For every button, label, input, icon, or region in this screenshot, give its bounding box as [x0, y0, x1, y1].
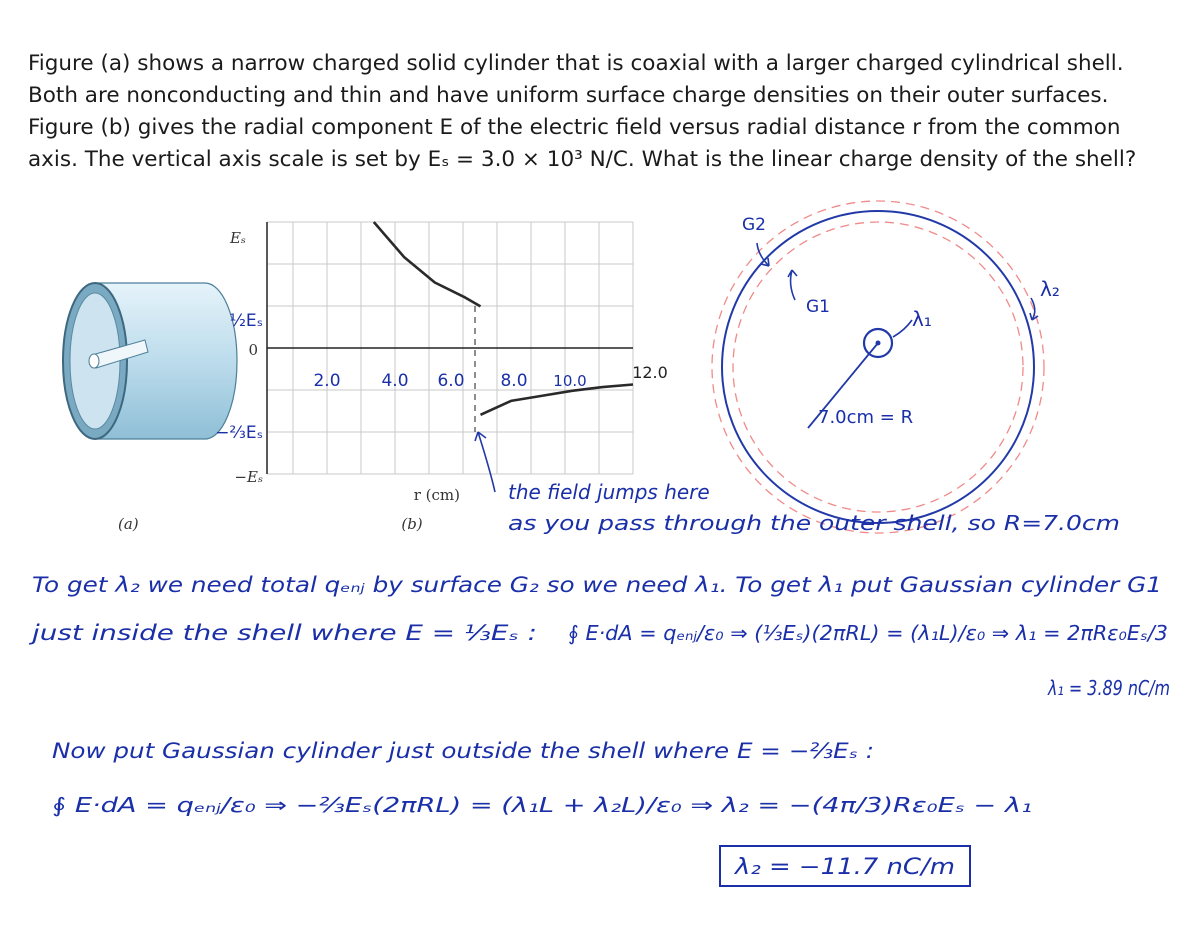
y-tick-es: Eₛ — [229, 229, 246, 247]
outer-shell-circle — [722, 211, 1034, 523]
cylinder-illustration — [63, 283, 237, 439]
y-tick-third: ½Eₛ — [229, 311, 263, 331]
solution-line-c: Now put Gaussian cylinder just outside the shell where E = −⅔Eₛ : — [52, 739, 874, 763]
note-jump-2: as you pass through the outer shell, so R=7.0cm — [508, 511, 1120, 535]
x-tick-2: 2.0 — [313, 371, 341, 391]
gaussian-surface-g1 — [733, 222, 1023, 512]
x-tick-4: 4.0 — [381, 371, 409, 391]
problem-line-2: Both are nonconducting and thin and have uniform surface charge densities on their outer surfaces. — [28, 83, 1109, 108]
gaussian-surface-g2 — [712, 201, 1044, 533]
x-tick-10: 10.0 — [553, 372, 587, 390]
solution-eq-c: ∮ E·dA = qₑₙⱼ/ε₀ ⇒ −⅔Eₛ(2πRL) = (λ₁L + λ₂L)/ε₀ ⇒ λ₂ = −(4π/3)Rε₀Eₛ − λ₁ — [52, 793, 1032, 817]
note-jump-1: the field jumps here — [508, 480, 710, 504]
figure-a-label: (a) — [118, 515, 139, 533]
x-tick-6: 6.0 — [437, 371, 465, 391]
lambda1-label: λ₁ — [912, 307, 932, 331]
y-tick-neg-es: −Eₛ — [234, 468, 263, 486]
x-tick-12: 12.0 — [632, 363, 668, 382]
lambda2-label: λ₂ — [1040, 277, 1060, 301]
x-tick-8: 8.0 — [500, 371, 528, 391]
radius-label: 7.0cm = R — [818, 407, 914, 428]
y-tick-neg-two-thirds: −⅔Eₛ — [215, 423, 263, 443]
solution-line-a: To get λ₂ we need total qₑₙⱼ by surface G₂ so we need λ₁. To get λ₁ put Gaussian cylinder G1 — [32, 573, 1162, 597]
result-lambda1: λ₁ = 3.89 nC/m — [1047, 676, 1170, 700]
g1-label: G1 — [806, 297, 830, 317]
solution-eq-b: ∮ E·dA = qₑₙⱼ/ε₀ ⇒ (⅓Eₛ)(2πRL) = (λ₁L)/ε₀ ⇒ λ₁ = 2πRε₀Eₛ/3 — [568, 621, 1168, 645]
problem-line-3: Figure (b) gives the radial component E of the electric field versus radial distance r from the common — [28, 115, 1121, 140]
solution-line-b: just inside the shell where E = ⅓Eₛ : — [28, 621, 538, 645]
answer-lambda2: λ₂ = −11.7 nC/m — [733, 855, 955, 880]
problem-line-1: Figure (a) shows a narrow charged solid cylinder that is coaxial with a larger charged cylindrical shell. — [28, 51, 1124, 76]
problem-line-4: axis. The vertical axis scale is set by Eₛ = 3.0 × 10³ N/C. What is the linear charge density of the shell? — [28, 147, 1137, 172]
x-axis-label: r (cm) — [413, 486, 460, 504]
figure-b-label: (b) — [401, 515, 423, 533]
y-tick-zero: 0 — [248, 341, 258, 359]
g2-label: G2 — [742, 215, 766, 235]
